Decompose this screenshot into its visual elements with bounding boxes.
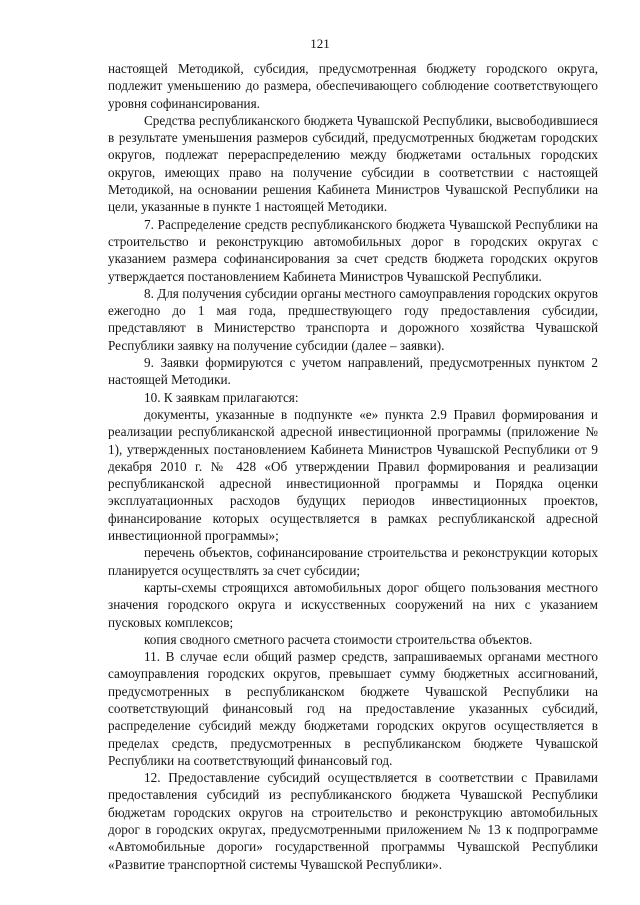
paragraph-redistribution: Средства республиканского бюджета Чувашской Республики, высвободившиеся в результате уменьшения размеров субсидий, предусмотренных бюджетам городских округов, подлежат перераспределению между бюджетами остальных городских округов, имеющих право на получение субсидии в соответствии с настоящей Методикой, на основании решения Кабинета Министров Чувашской Республики на цели, указанные в пункте 1 настоящей Методики. [108,112,598,215]
paragraph-maps: карты-схемы строящихся автомобильных дорог общего пользования местного значения городского округа и искусственных сооружений на них с указанием пусковых комплексов; [108,579,598,630]
paragraph-objects-list: перечень объектов, софинансирование строительства и реконструкции которых планируется осуществлять за счет субсидии; [108,545,598,578]
paragraph-item-8: 8. Для получения субсидии органы местного самоуправления городских округов ежегодно до 1 мая года, предшествующего году предоставления субсидии, представляют в Министерство транспорта и дорожного хозяйства Чувашской Республики заявку на получение субсидии (далее – заявки). [108,285,598,353]
paragraph-item-7: 7. Распределение средств республиканского бюджета Чувашской Республики на строительство и реконструкцию автомобильных дорог в городских округах с указанием размера софинансирования за счет средств бюджета городских округов утверждается постановлением Кабинета Министров Чувашской Республики. [108,216,598,284]
document-body [108,60,598,873]
paragraph-item-12: 12. Предоставление субсидий осуществляется в соответствии с Правилами предоставления субсидий из республиканского бюджета Чувашской Республики бюджетам городских округов на строительство и реконструкцию автомобильных дорог в городских округах, предусмотренными приложением № 13 к подпрограмме «Автомобильные дороги» государственной программы Чувашской Республики «Развитие транспортной системы Чувашской Республики». [108,770,598,872]
paragraph-estimate-copy: копия сводного сметного расчета стоимости строительства объектов. [144,631,533,647]
page-number: 121 [310,36,330,51]
paragraph-item-9: 9. Заявки формируются с учетом направлений, предусмотренных пунктом 2 настоящей Методики. [108,355,598,388]
paragraph-documents: документы, указанные в подпункте «е» пункта 2.9 Правил формирования и реализации республиканской адресной инвестиционной программы (приложение № 1), утвержденных постановлением Кабинета Министров Чувашской Республики от 9 декабря 2010 г. № 428 «Об утверждении Правил формирования и реализации республиканской адресной инвестиционной программы и Порядка оценки эксплуатационных расходов будущих периодов инвестиционных проектов, финансирование которых осуществляется в рамках республиканской адресной инвестиционной программы»; [108,406,598,544]
paragraph-item-10: 10. К заявкам прилагаются: [144,389,299,405]
paragraph-item-11: 11. В случае если общий размер средств, запрашиваемых органами местного самоуправления городских округов, превышает сумму бюджетных ассигнований, предусмотренных в республиканском бюджете Чувашской Республики на соответствующий финансовый год на предоставление указанных субсидий, распределение субсидий между бюджетами городских округов осуществляется в пределах средств, предусмотренных в республиканском бюджете Чувашской Республики на соответствующий финансовый год. [108,649,598,768]
paragraph-continuation: настоящей Методикой, субсидия, предусмотренная бюджету городского округа, подлежит уменьшению до размера, обеспечивающего соблюдение соответствующего уровня софинансирования. [108,61,598,111]
